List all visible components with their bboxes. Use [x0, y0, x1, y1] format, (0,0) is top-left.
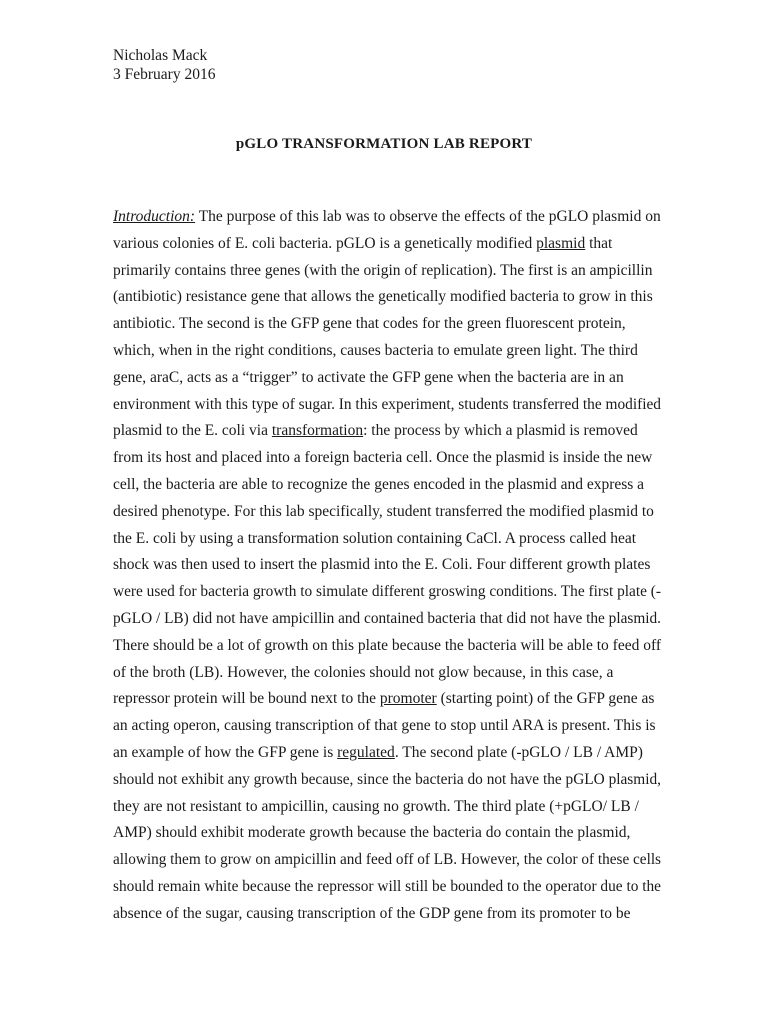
text-line: [113, 528, 673, 555]
text-line: [113, 501, 673, 528]
text-run: allowing them to grow on ampicillin and feed off of LB. However, the color of these cells: [113, 851, 661, 869]
text-run: (starting point) of the GFP gene as: [436, 690, 655, 708]
text-line: [113, 233, 673, 260]
text-run: primarily contains three genes (with the origin of replication). The first is an ampicillin: [113, 261, 653, 279]
underlined-term: transformation: [271, 422, 364, 440]
text-line: [113, 581, 673, 608]
text-run: The purpose of this lab was to observe the effects of the pGLO plasmid on: [195, 208, 661, 225]
section-heading: Introduction:: [113, 208, 196, 225]
text-run: they are not resistant to ampicillin, causing no growth. The third plate (+pGLO/ LB /: [113, 797, 639, 815]
text-line: [113, 662, 673, 689]
text-line: [113, 340, 673, 367]
text-run: (antibiotic) resistance gene that allows the genetically modified bacteria to grow in this: [113, 288, 653, 306]
text-line: [113, 554, 673, 581]
text-run: absence of the sugar, causing transcription of the GDP gene from its promoter to be: [113, 904, 631, 922]
text-run: pGLO / LB) did not have ampicillin and contained bacteria that did not have the plasmid.: [113, 609, 661, 627]
text-line: [113, 367, 673, 394]
text-line: [113, 447, 673, 474]
text-run: environment with this type of sugar. In this experiment, students transferred the modified: [113, 395, 661, 413]
text-line: [113, 420, 673, 447]
text-run: shock was then used to insert the plasmid into the E. Coli. Four different growth plates: [113, 556, 651, 574]
text-run: an acting operon, causing transcription of that gene to stop until ARA is present. This is: [113, 717, 656, 735]
text-run: from its host and placed into a foreign bacteria cell. Once the plasmid is inside the new: [113, 449, 653, 467]
author-name: Nicholas Mack: [113, 47, 208, 64]
text-line: [113, 822, 673, 849]
introduction-paragraph: [113, 206, 673, 930]
text-line: [113, 715, 673, 742]
text-run: repressor protein will be bound next to the: [113, 690, 380, 708]
page-title: pGLO TRANSFORMATION LAB REPORT: [235, 136, 533, 152]
text-line: [113, 206, 673, 233]
text-line: [113, 474, 673, 501]
text-line: [113, 394, 673, 421]
text-run: desired phenotype. For this lab specifically, student transferred the modified plasmid to: [113, 502, 654, 520]
text-run: : the process by which a plasmid is removed: [363, 422, 638, 440]
text-line: [113, 876, 673, 903]
text-run: gene, araC, acts as a “trigger” to activate the GFP gene when the bacteria are in an: [113, 368, 624, 386]
text-run: should not exhibit any growth because, since the bacteria do not have the pGLO plasmid,: [113, 770, 661, 788]
text-run: . The second plate (-pGLO / LB / AMP): [394, 743, 643, 761]
text-run: should remain white because the repressor will still be bounded to the operator due to the: [113, 877, 661, 895]
text-run: that: [585, 234, 613, 252]
text-run: were used for bacteria growth to simulate different groswing conditions. The first plate (-: [113, 583, 661, 601]
text-line: [113, 688, 673, 715]
text-run: cell, the bacteria are able to recognize the genes encoded in the plasmid and express a: [113, 475, 645, 493]
text-line: [113, 769, 673, 796]
text-line: [113, 849, 673, 876]
text-run: There should be a lot of growth on this plate because the bacteria will be able to feed off: [113, 636, 661, 654]
text-run: plasmid to the E. coli via: [113, 422, 272, 440]
text-run: which, when in the right conditions, causes bacteria to emulate green light. The third: [113, 341, 638, 359]
text-line: [113, 260, 673, 287]
text-run: an example of how the GFP gene is: [113, 743, 338, 761]
text-run: AMP) should exhibit moderate growth because the bacteria do contain the plasmid,: [113, 824, 631, 842]
text-run: of the broth (LB). However, the colonies should not glow because, in this case, a: [113, 663, 614, 681]
text-line: [113, 608, 673, 635]
text-line: [113, 903, 673, 930]
text-run: antibiotic. The second is the GFP gene that codes for the green fluorescent protein,: [113, 315, 626, 333]
underlined-term: promoter: [379, 690, 437, 708]
text-line: [113, 796, 673, 823]
underlined-term: regulated: [337, 743, 395, 761]
text-run: various colonies of E. coli bacteria. pGLO is a genetically modified: [113, 234, 537, 252]
report-date: 3 February 2016: [113, 66, 216, 83]
text-line: [113, 742, 673, 769]
text-run: the E. coli by using a transformation solution containing CaCl. A process called heat: [113, 529, 637, 547]
document-header: [113, 46, 215, 84]
text-line: [113, 313, 673, 340]
text-line: [113, 635, 673, 662]
underlined-term: plasmid: [536, 234, 586, 252]
text-line: [113, 286, 673, 313]
